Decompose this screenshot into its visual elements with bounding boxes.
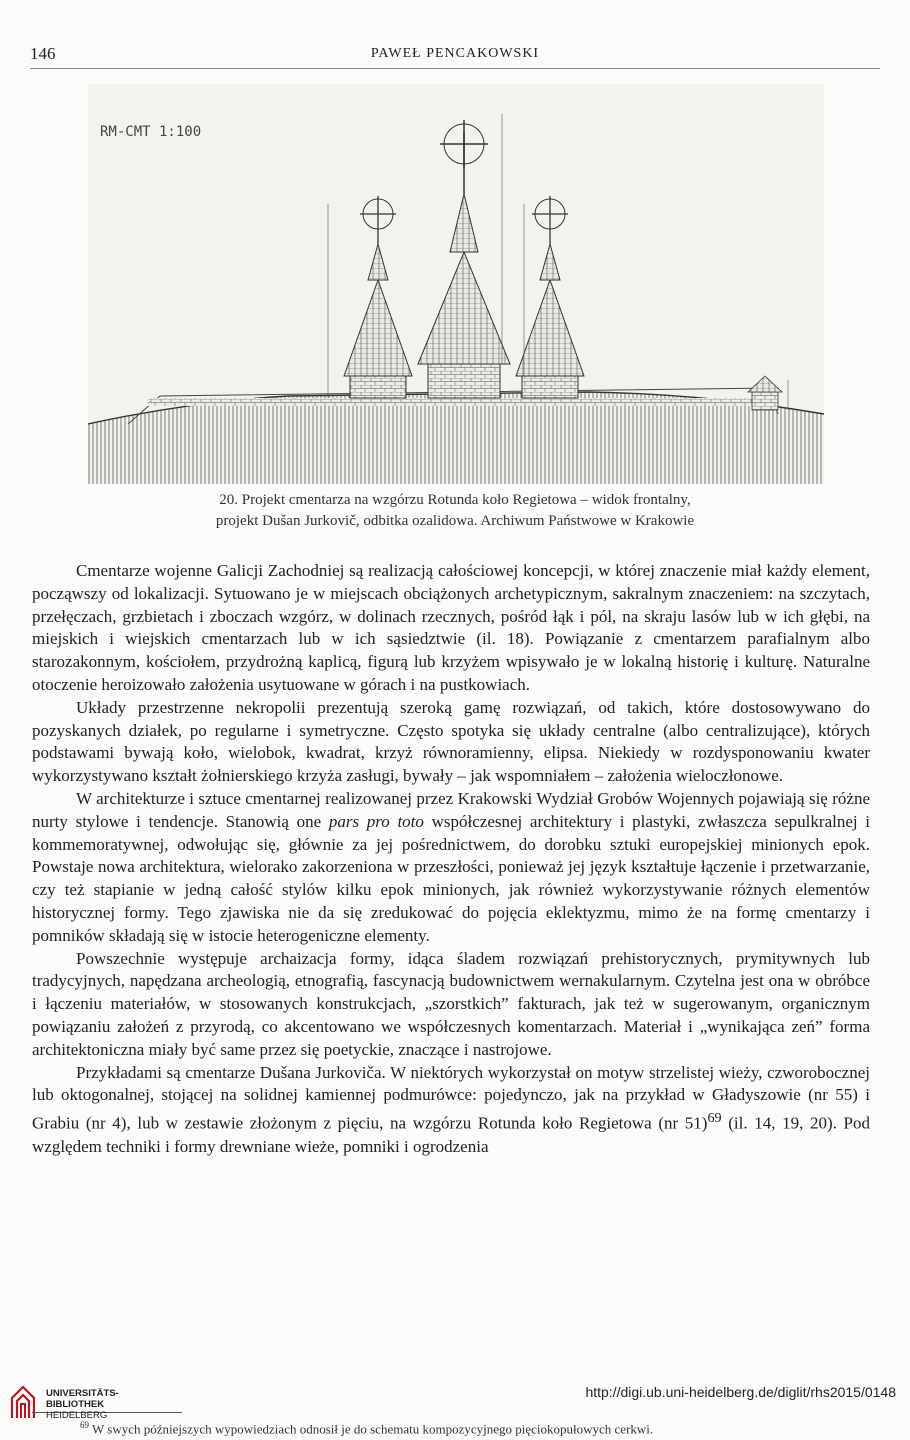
paragraph-4: Powszechnie występuje archaizacja formy, idąca śladem rozwiązań prehistorycznych, prymitywnych lub tradycyjnych, napędzana archeologią, etnografią, fascynacją budownictwem wernakularnym. Czytelna jest ona w obróbce i łączeniu materiałów, w stosowanych konstrukcjach, „szorstkich” fakturach, jak też w sugerowanym, organicznym powiązaniu założeń z przyrodą, co akcentowano we współczesnych komentarzach. Materiał i „wynikająca zeń” forma architektoniczna miały być same przez się poetyckie, znaczące i nastrojowe. bbox=[32, 948, 870, 1059]
right-tower bbox=[516, 196, 584, 398]
page-number: 146 bbox=[30, 44, 56, 63]
source-url[interactable]: http://digi.ub.uni-heidelberg.de/diglit/rhs2015/0148 bbox=[585, 1384, 896, 1400]
footnote-number: 69 bbox=[80, 1420, 89, 1430]
stone-wall bbox=[148, 398, 758, 406]
footnote-text: W swych późniejszych wypowiedziach odnosił je do schematu kompozycyjnego pięciokopułowych cerkwi. bbox=[92, 1421, 654, 1437]
figure-caption bbox=[60, 490, 850, 532]
paragraph-3-italic: pars pro toto bbox=[328, 811, 424, 831]
logo-line-3: HEIDELBERG bbox=[46, 1410, 108, 1421]
paragraph-5-start: Przykładami są cmentarze Dušana Jurkoviča. W niektórych wykorzystał on motyw strzelistej wieży, czworobocznej lub oktogonalnej, stojącej na solidnej kamiennej podmurówce: pojedynczo, jak na przykład w Gładyszowie (nr 55) i Grabiu (nr 4), lub w zestawie złożonym z pięciu, na wzgórzu Rotunda koło Regietowa (nr 51) bbox=[32, 1062, 870, 1133]
paragraph-3-rest: współczesnej architektury i plastyki, zwłaszcza sepulkralnej i kommemoratywnej, odwołując się, głównie za jej pośrednictwem, do dorobku sztuki europejskiej minionych epok. Powstaje nowa architektura, wielorako zakorzeniona w przeszłości, ponieważ jej język kształtuje łączenie i przetwarzanie, czy też stapianie w jedną całość stylów kilku epok minionych, jak również wykorzystywanie różnych elementów historycznej formy. Tego zjawiska nie da się zredukować do pojęcia eklektyzmu, mimo że na formę cmentarzy i pomników składają się w istocie heterogeniczne elementy. bbox=[32, 811, 871, 945]
paragraph-3-start: W architekturze i sztuce cmentarnej realizowanej przez Krakowski Wydział Grobów Wojennych pojawiają się różne nurty stylowe i tendencje. Stanowią one bbox=[32, 788, 870, 831]
paragraph-1: Cmentarze wojenne Galicji Zachodniej są realizacją całościowej koncepcji, w której znaczenie miał każdy element, począwszy od lokalizacji. Sytuowano je w miejscach obciążonych archetypicznym, sakralnym znaczeniem: na szczytach, przełęczach, grzbietach i zboczach wzgórz, w dolinach rzecznych, pośród łąk i pól, na skraju lasów lub w ich głębi, na miejskich i wiejskich cmentarzach lub w ich sąsiedztwie (il. 18). Powiązanie z cmentarzem parafialnym albo starozakonnym, kościołem, przydrożną kaplicą, figurą lub krzyżem wpisywało je w lokalną historię i kulturę. Naturalne otoczenie heroizowało założenia usytuowane w górach i na pustkowiach. bbox=[32, 561, 870, 694]
paragraph-5-rest: (il. 14, 19, 20). Pod względem techniki i formy drewniane wieże, pomniki i ogrodzenia bbox=[32, 1113, 870, 1156]
left-tower bbox=[344, 196, 412, 398]
library-logo-text bbox=[46, 1388, 119, 1421]
paragraph-3 bbox=[32, 788, 870, 948]
paragraph-2: Układy przestrzenne nekropolii prezentują szeroką gamę rozwiązań, od takich, które dostosowywano do pozyskanych działek, po regularne i symetryczne. Często spotyka się układy centralne (albo centralizujące), których podstawami bywają koło, wielobok, kwadrat, krzyż równoramienny, elipsa. Niekiedy w rozdysponowaniu kwater wykorzystywano kształt żołnierskiego krzyża zasługi, bywały – jak wspomniałem – założenia wieloczłonowe. bbox=[32, 697, 870, 786]
logo-line-2: BIBLIOTHEK bbox=[46, 1399, 105, 1410]
caption-line-1: 20. Projekt cmentarza na wzgórzu Rotunda koło Regietowa – widok frontalny, bbox=[219, 492, 691, 508]
caption-line-2: projekt Dušan Jurkovič, odbitka ozalidowa. Archiwum Państwowe w Krakowie bbox=[215, 513, 695, 529]
running-head: PAWEŁ PENCAKOWSKI bbox=[370, 46, 540, 61]
cemetery-elevation-drawing bbox=[88, 84, 824, 484]
small-chapel bbox=[748, 376, 782, 410]
library-logo-icon bbox=[8, 1384, 38, 1420]
page-header bbox=[30, 44, 880, 69]
logo-line-1: UNIVERSITÄTS- bbox=[46, 1388, 119, 1399]
page-footer bbox=[0, 1372, 910, 1440]
body-text bbox=[32, 560, 870, 1158]
library-logo[interactable] bbox=[8, 1380, 128, 1430]
footnote-ref[interactable]: 69 bbox=[707, 1110, 722, 1127]
figure-drawing bbox=[88, 84, 824, 484]
central-tower bbox=[418, 120, 510, 398]
paragraph-5 bbox=[32, 1062, 870, 1159]
scale-label: RM-CMT 1:100 bbox=[100, 124, 202, 140]
